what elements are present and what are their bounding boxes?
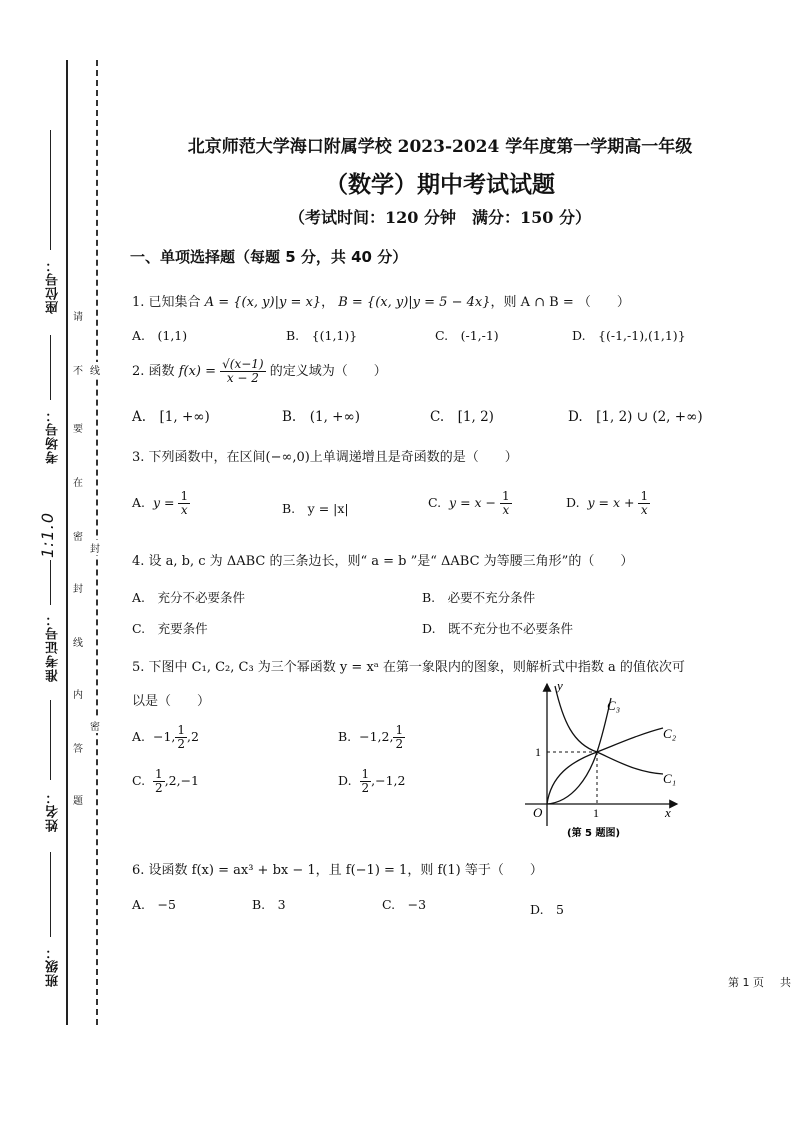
q3-option-c[interactable]: [428, 490, 512, 517]
notice-char: 答: [73, 744, 83, 755]
q5-c-num: 1: [155, 767, 163, 781]
y-axis-label: y: [557, 678, 563, 693]
q3-a-label: A.: [132, 495, 146, 510]
q3-c-num: 1: [502, 489, 510, 503]
figure-caption: (第 5 题图): [567, 828, 621, 839]
curve-c3-label: C₃: [607, 698, 621, 713]
question-5-line-2: 以是（ ）: [132, 694, 211, 709]
page-total: 共: [780, 976, 791, 989]
q5-a-num: 1: [177, 723, 186, 737]
q2-denominator: x − 2: [226, 371, 259, 385]
seat-label: 座位号：: [46, 258, 61, 314]
notice-char: 在: [73, 478, 83, 489]
q5-a-post: ,2: [187, 729, 199, 744]
q5-d-den: 2: [361, 781, 370, 795]
q3-c-label: C.: [428, 495, 442, 510]
q3-c-fraction: [500, 490, 512, 517]
q1-option-d[interactable]: D. {(-1,-1),(1,1)}: [572, 328, 686, 343]
q2-fx: f(x) =: [178, 364, 216, 379]
power-function-figure: [515, 676, 685, 841]
handwritten-number: 1:1.0: [38, 512, 57, 559]
q2-option-d[interactable]: D. [1, 2) ∪ (2, +∞): [568, 409, 703, 425]
q5-c-post: ,2,−1: [164, 773, 200, 788]
notice-char: 内: [73, 690, 83, 701]
question-5-line-1: 5. 下图中 C₁, C₂, C₃ 为三个幂函数 y = xᵃ 在第一象限内的图象，则解析式中指数 a 的值依次可: [132, 660, 685, 675]
q2-option-c[interactable]: C. [1, 2): [430, 409, 494, 425]
class-label: 班级：: [46, 945, 61, 987]
section-title: 一、单项选择题（每题 5 分，共 40 分）: [130, 248, 408, 266]
room-field: [50, 335, 51, 400]
q5-a-fraction: [175, 724, 187, 751]
q1-option-b[interactable]: B. {(1,1)}: [286, 328, 358, 343]
notice-char: 封: [73, 584, 83, 595]
q5-c-den: 2: [155, 781, 163, 795]
q3-option-a[interactable]: [132, 490, 190, 517]
q3-option-b[interactable]: B. y = |x|: [282, 501, 349, 516]
exam-info: （考试时间：120 分钟 满分：150 分）: [289, 208, 591, 227]
q5-b-den: 2: [395, 737, 404, 751]
q5-a-den: 2: [177, 737, 186, 751]
name-label: 姓名：: [46, 790, 61, 832]
exam-subtitle: （数学）期中考试试题: [325, 171, 555, 198]
q5-b-pre: −1,2,: [359, 729, 394, 744]
q4-option-b[interactable]: B. 必要不充分条件: [422, 590, 536, 605]
q2-numerator: √(x−1): [222, 357, 264, 371]
origin-label: O: [533, 805, 543, 820]
question-2: [132, 358, 387, 385]
ticket-field: [50, 560, 51, 605]
class-field: [50, 852, 51, 937]
q1-stem-b: ，则 A ∩ B = （ ）: [490, 295, 630, 310]
notice-char: 要: [73, 424, 83, 435]
q5-c-label: C.: [132, 773, 146, 788]
notice-char: 题: [73, 796, 83, 807]
q1-set-b: B = {(x, y)|y = 5 − 4x}: [338, 295, 491, 310]
q3-option-d[interactable]: [566, 490, 650, 517]
q6-option-d[interactable]: D. 5: [530, 902, 565, 917]
q3-d-expr: y = x +: [587, 495, 635, 510]
q3-a-expr: y =: [152, 495, 175, 510]
seal-char: 封: [90, 540, 100, 555]
q3-d-fraction: [638, 490, 650, 517]
q5-a-label: A.: [132, 729, 146, 744]
q3-a-num: 1: [180, 489, 189, 503]
question-1: 1. 已知集合 A = {(x, y)|y = x}， B = {(x, y)|y = 5 − 4x}，则 A ∩ B = （ ）: [132, 295, 630, 310]
binding-line: [66, 60, 68, 1025]
curve-c1-label: C₁: [663, 771, 677, 786]
seal-char: 线: [90, 362, 100, 377]
q2-option-a[interactable]: A. [1, +∞): [132, 409, 210, 425]
q1-stem-a: 1. 已知集合: [132, 295, 201, 310]
q3-d-label: D.: [566, 495, 580, 510]
q5-d-post: ,−1,2: [371, 773, 406, 788]
q5-option-d[interactable]: [338, 768, 405, 795]
ticket-label: 准考证号：: [46, 612, 61, 682]
seal-char: 密: [90, 718, 100, 733]
x-axis-label: x: [665, 805, 671, 820]
q5-b-label: B.: [338, 729, 352, 744]
y-tick-1: 1: [535, 745, 541, 759]
notice-char: 密: [73, 532, 83, 543]
notice-char: 请: [73, 312, 83, 323]
room-label: 考场号：: [46, 408, 61, 464]
q2-stem-a: 2. 函数: [132, 364, 175, 379]
curve-c3: [547, 698, 611, 804]
q2-option-b[interactable]: B. (1, +∞): [282, 409, 360, 425]
q6-option-c[interactable]: C. −3: [382, 897, 427, 912]
question-4: 4. 设 a, b, c 为 ΔABC 的三条边长，则“ a = b ”是“ ΔABC 为等腰三角形”的（ ）: [132, 554, 634, 569]
page-number: 第 1 页: [728, 976, 764, 989]
question-6: 6. 设函数 f(x) = ax³ + bx − 1，且 f(−1) = 1，则 f(1) 等于（ ）: [132, 863, 543, 878]
q5-c-fraction: [153, 768, 165, 795]
notice-char: 线: [73, 638, 83, 649]
q5-b-num: 1: [395, 723, 404, 737]
question-3: 3. 下列函数中，在区间(−∞,0)上单调递增且是奇函数的是（ ）: [132, 450, 518, 465]
q5-option-c[interactable]: [132, 768, 199, 795]
q3-c-expr: y = x −: [449, 495, 497, 510]
x-tick-1: 1: [593, 806, 599, 820]
curve-c2: [547, 728, 663, 804]
q1-option-c[interactable]: C. (-1,-1): [435, 328, 499, 343]
q3-a-den: x: [180, 503, 188, 517]
q5-d-num: 1: [361, 767, 370, 781]
q6-option-a[interactable]: A. −5: [132, 897, 176, 912]
curve-c2-label: C₂: [663, 726, 677, 741]
q5-b-fraction: [393, 724, 405, 751]
q4-option-d[interactable]: D. 既不充分也不必要条件: [422, 621, 574, 636]
q2-stem-b: 的定义域为（ ）: [269, 364, 387, 379]
q4-option-c[interactable]: C. 充要条件: [132, 621, 208, 636]
q5-d-fraction: [360, 768, 372, 795]
q4-option-a[interactable]: A. 充分不必要条件: [132, 590, 246, 605]
name-field: [50, 700, 51, 780]
q5-d-label: D.: [338, 773, 352, 788]
seat-field: [50, 130, 51, 250]
q1-set-a: A = {(x, y)|y = x}: [204, 295, 322, 310]
q2-fraction: [220, 358, 265, 385]
q6-option-b[interactable]: B. 3: [252, 897, 286, 912]
q1-option-a[interactable]: A. (1,1): [132, 328, 188, 343]
q3-a-fraction: [178, 490, 190, 517]
school-title: 北京师范大学海口附属学校 2023-2024 学年度第一学期高一年级: [187, 137, 693, 157]
q5-a-pre: −1,: [152, 729, 176, 744]
q3-c-den: x: [502, 503, 510, 517]
q3-d-num: 1: [640, 489, 649, 503]
notice-char: 不: [73, 366, 83, 377]
q5-option-a[interactable]: [132, 724, 199, 751]
q5-option-b[interactable]: [338, 724, 405, 751]
q3-d-den: x: [640, 503, 648, 517]
